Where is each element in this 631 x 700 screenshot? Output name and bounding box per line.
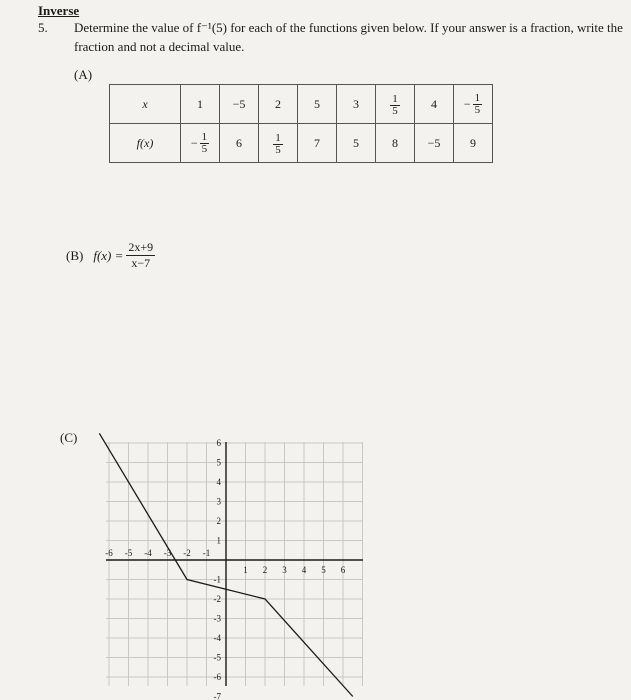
x-tick-label: 1 (243, 565, 248, 575)
table-cell: 4 (415, 85, 454, 124)
x-tick-label: -5 (124, 548, 133, 558)
table-cell-fraction: − $\frac{1}{5}$ (181, 124, 220, 163)
y-tick-label: 5 (216, 457, 221, 468)
graph-axes (106, 442, 363, 686)
table-cell: 6 (220, 124, 259, 163)
table-cell-fraction: $\frac{1}{5}$ (376, 85, 415, 124)
x-tick-label: -2 (183, 548, 191, 558)
x-tick-label: 2 (262, 565, 268, 575)
table-cell-fraction: $\frac{1}{5}$ (259, 124, 298, 163)
table-cell: 9 (454, 124, 493, 163)
table-cell: 1 (181, 85, 220, 124)
section-heading: Inverse (38, 3, 80, 18)
row-label-fx: f(x) (110, 124, 181, 163)
part-b-label: (B) (66, 247, 84, 263)
y-tick-label: -5 (213, 652, 221, 663)
y-tick-label: -1 (213, 574, 221, 585)
y-tick-label: 4 (216, 477, 221, 487)
graph-grid (106, 442, 363, 686)
y-tick-label: 1 (216, 535, 221, 546)
part-b-denominator: x−7 (131, 256, 151, 270)
row-label-x: x (110, 85, 181, 124)
part-c-label: (C) (60, 430, 78, 445)
y-tick-label: 3 (216, 496, 221, 507)
x-tick-label: -3 (163, 548, 172, 558)
y-tick-label: -7 (213, 691, 221, 700)
y-tick-label: -4 (213, 633, 221, 643)
x-tick-label: -6 (105, 548, 113, 558)
table-cell: 7 (298, 124, 337, 163)
x-tick-label: 4 (301, 565, 307, 575)
question-text: Determine the value of f⁻¹(5) for each of the functions given below. If your answer is a fraction, write the fraction and not a decimal value. (74, 20, 623, 54)
part-b-numerator: 2x+9 (128, 240, 154, 254)
y-tick-label: -2 (213, 594, 221, 604)
x-tick-label: -1 (202, 548, 211, 558)
table-cell: 2 (259, 85, 298, 124)
table-cell: 8 (376, 124, 415, 163)
x-tick-label: 6 (340, 565, 346, 575)
table-cell: 3 (337, 85, 376, 124)
table-cell: 5 (337, 124, 376, 163)
part-a-label: (A) (74, 67, 93, 82)
x-tick-label: -4 (144, 548, 152, 558)
y-tick-label: -6 (213, 672, 221, 682)
x-tick-label: 5 (321, 565, 326, 575)
y-tick-label: 6 (216, 438, 221, 448)
table-cell: 5 (298, 85, 337, 124)
table-cell-fraction: − $\frac{1}{5}$ (454, 85, 493, 124)
table-cell: −5 (220, 85, 259, 124)
y-tick-label: 2 (216, 516, 221, 526)
x-tick-label: 3 (282, 565, 287, 575)
y-tick-label: -3 (213, 613, 221, 624)
question-number: 5. (38, 20, 48, 35)
part-b-lhs: f(x) = (93, 247, 124, 263)
table-cell: −5 (415, 124, 454, 163)
